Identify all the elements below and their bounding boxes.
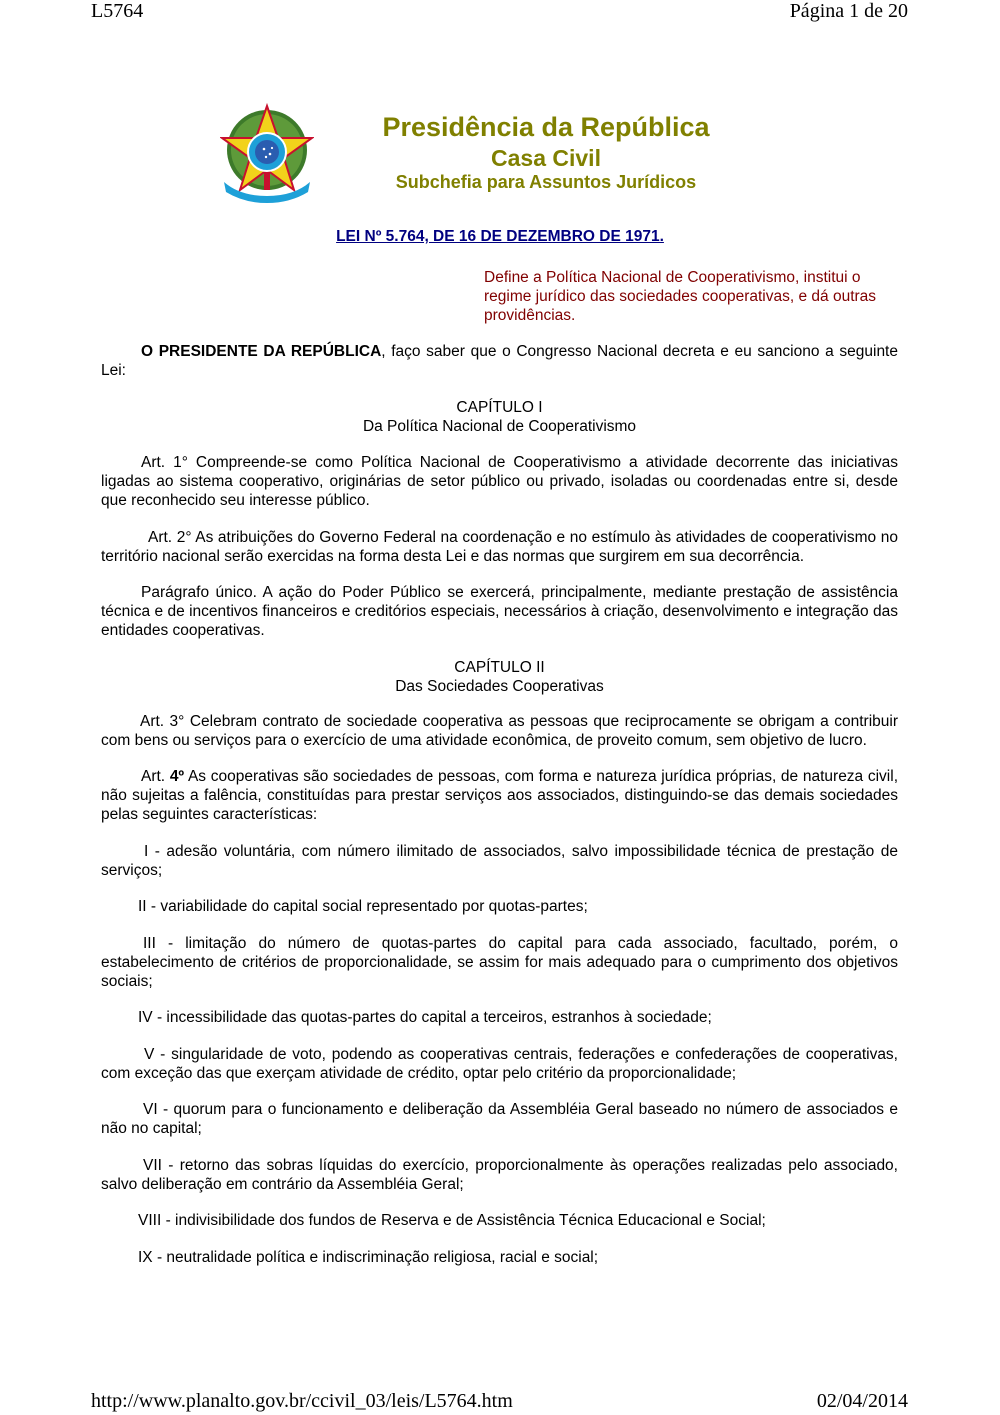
article-3: Art. 3° Celebram contrato de sociedade cooperativa as pessoas que reciprocamente se obrigam a contribuir com bens ou serviços para o exercício de uma atividade econômica, de proveito comum, sem objetivo de lucro.: [101, 712, 898, 749]
list-item: VI - quorum para o funcionamento e deliberação da Assembléia Geral baseado no número de associados e não no capital;: [101, 1101, 898, 1137]
list-item: III - limitação do número de quotas-partes do capital para cada associado, facultado, porém, o estabelecimento de critérios de proporcionalidade, se assim for mais adequado para o cumprimento dos objetivos sociais;: [101, 934, 898, 990]
article-2: Art. 2° As atribuições do Governo Federal na coordenação e no estímulo às atividades de cooperativismo no território nacional serão exercidas na forma desta Lei e das normas que surgirem em sua decorrência.: [101, 528, 898, 565]
chapter-2-heading: [101, 658, 898, 696]
article-4: [101, 767, 898, 824]
letterhead-subchefia: Subchefia para Assuntos Jurídicos: [395, 172, 697, 192]
chapter-1-title: CAPÍTULO I: [456, 398, 543, 416]
article-2-paragraph: Parágrafo único. A ação do Poder Público se exercerá, principalmente, mediante prestação de assistência técnica e de incentivos financeiros e creditórios especiais, necessários à criação, desenvolvimento e integração das entidades cooperativas.: [101, 584, 898, 639]
law-summary: Define a Política Nacional de Cooperativismo, institui o regime jurídico das sociedades cooperativas, e dá outras providências.: [484, 269, 877, 324]
coat-of-arms-emblem: [220, 102, 314, 204]
list-item: VIII - indivisibilidade dos fundos de Reserva e de Assistência Técnica Educacional e Social;: [138, 1212, 766, 1229]
chapter-2-subtitle: Das Sociedades Cooperativas: [395, 677, 604, 695]
page-header-doc-id: L5764: [91, 0, 144, 22]
preamble-text: , faço saber que o Congresso Nacional decreta e eu sanciono a seguinte Lei:: [101, 343, 898, 379]
letterhead-casa-civil: Casa Civil: [491, 145, 601, 171]
article-4-number: 4º: [169, 768, 185, 785]
list-item: IX - neutralidade política e indiscriminação religiosa, racial e social;: [138, 1248, 599, 1266]
chapter-1-subtitle: Da Política Nacional de Cooperativismo: [362, 417, 637, 435]
page-footer-date: 02/04/2014: [816, 1390, 908, 1412]
list-item: II - variabilidade do capital social representado por quotas-partes;: [138, 898, 588, 915]
list-item: I - adesão voluntária, com número ilimitado de associados, salvo impossibilidade técnica de prestação de serviços;: [101, 842, 898, 879]
preamble: [101, 342, 898, 380]
chapter-1-heading: [101, 398, 898, 436]
letterhead-presidencia: Presidência da República: [382, 112, 710, 142]
page-footer-url: http://www.planalto.gov.br/ccivil_03/leis/L5764.htm: [91, 1390, 513, 1412]
law-body: [101, 342, 898, 1284]
article-4-text: As cooperativas são sociedades de pessoas, com forma e natureza jurídica próprias, de natureza civil, não sujeitas a falência, constituídas para prestar serviços aos associados, distinguindo-se das demais sociedades pelas seguintes características:: [101, 768, 899, 823]
article-1: Art. 1° Compreende-se como Política Nacional de Cooperativismo a atividade decorrente das iniciativas ligadas ao sistema cooperativo, originárias de setor público ou privado, isoladas ou coordenadas entre si, desde que reconhecido seu interesse público.: [101, 454, 898, 509]
article-4-prefix: Art.: [141, 768, 170, 785]
chapter-2-title: CAPÍTULO II: [454, 658, 545, 676]
law-title-link[interactable]: LEI Nº 5.764, DE 16 DE DEZEMBRO DE 1971.: [336, 228, 664, 245]
list-item: V - singularidade de voto, podendo as cooperativas centrais, federações e confederações de cooperativas, com exceção das que exerçam atividade de crédito, optar pelo critério da proporcionalidade;: [101, 1045, 898, 1082]
list-item: VII - retorno das sobras líquidas do exercício, proporcionalmente às operações realizadas pelo associado, salvo deliberação em contrário da Assembléia Geral;: [101, 1156, 898, 1193]
page-header-page-number: Página 1 de 20: [789, 0, 908, 22]
list-item: IV - incessibilidade das quotas-partes do capital a terceiros, estranhos à sociedade;: [138, 1009, 712, 1026]
preamble-bold: O PRESIDENTE DA REPÚBLICA: [141, 343, 382, 360]
